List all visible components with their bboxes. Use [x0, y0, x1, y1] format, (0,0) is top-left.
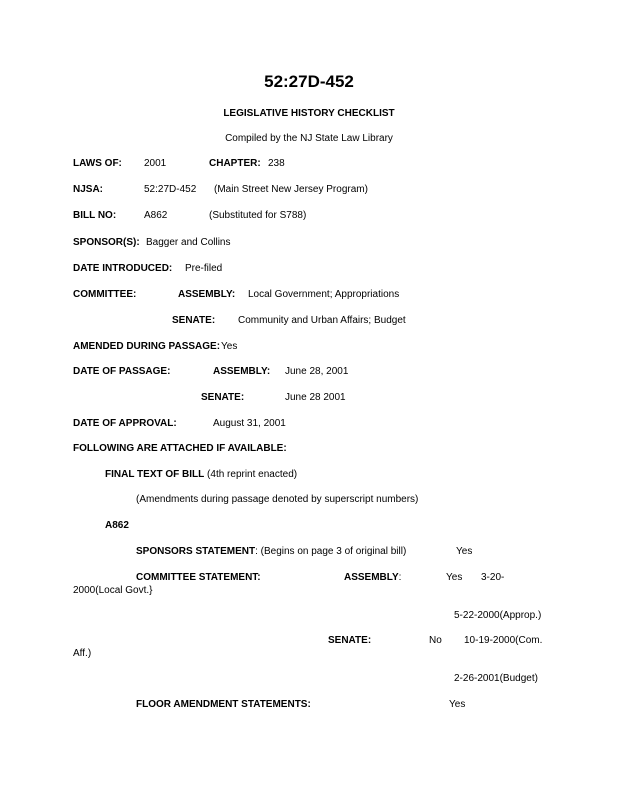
committee-statement-senate-date-b: Aff.): [73, 648, 92, 659]
njsa-value: 52:27D-452: [144, 184, 197, 195]
committee-statement-label: COMMITTEE STATEMENT:: [136, 572, 261, 583]
committee-senate-value: Community and Urban Affairs; Budget: [238, 315, 406, 326]
bill-heading: A862: [105, 520, 129, 531]
final-text-note: (4th reprint enacted): [207, 469, 298, 480]
final-text-label: FINAL TEXT OF BILL: [105, 469, 205, 480]
passage-assembly-label: ASSEMBLY:: [213, 366, 271, 377]
date-of-approval-label: DATE OF APPROVAL:: [73, 418, 177, 429]
date-of-approval-value: August 31, 2001: [213, 418, 286, 429]
document-subtitle: LEGISLATIVE HISTORY CHECKLIST: [223, 108, 395, 119]
date-introduced-label: DATE INTRODUCED:: [73, 263, 173, 274]
bill-no-value: A862: [144, 210, 168, 221]
laws-of-value: 2001: [144, 158, 167, 169]
committee-statement-assembly-date-a: 3-20-: [481, 572, 505, 583]
njsa-note: (Main Street New Jersey Program): [214, 184, 368, 195]
chapter-value: 238: [268, 158, 285, 169]
committee-statement-senate-date-2: 2-26-2001(Budget): [454, 673, 538, 684]
floor-amendment-label: FLOOR AMENDMENT STATEMENTS:: [136, 699, 311, 710]
sponsors-value: Bagger and Collins: [146, 237, 231, 248]
committee-assembly-label: ASSEMBLY:: [178, 289, 236, 300]
final-text-line: [105, 469, 297, 481]
amended-value: Yes: [221, 341, 238, 352]
sponsors-statement-line: [136, 546, 406, 558]
committee-statement-assembly-value: Yes: [446, 572, 463, 583]
laws-of-label: LAWS OF:: [73, 158, 122, 169]
committee-statement-senate-date-a: 10-19-2000(Com.: [464, 635, 543, 646]
date-of-passage-label: DATE OF PASSAGE:: [73, 366, 171, 377]
committee-statement-senate-label: SENATE:: [328, 635, 372, 646]
floor-amendment-value: Yes: [449, 699, 466, 710]
attached-header: FOLLOWING ARE ATTACHED IF AVAILABLE:: [73, 443, 287, 454]
committee-statement-assembly-date-2: 5-22-2000(Approp.): [454, 610, 542, 621]
committee-statement-assembly-date-b: 2000(Local Govt.}: [73, 585, 153, 596]
chapter-label: CHAPTER:: [209, 158, 261, 169]
compiled-by: Compiled by the NJ State Law Library: [225, 133, 393, 144]
committee-assembly-value: Local Government; Appropriations: [248, 289, 400, 300]
sponsors-statement-note: : (Begins on page 3 of original bill): [255, 546, 407, 557]
committee-statement-senate-value: No: [429, 635, 442, 646]
sponsors-statement-value: Yes: [456, 546, 473, 557]
passage-senate-label: SENATE:: [201, 392, 245, 403]
committee-statement-assembly-colon: :: [398, 572, 402, 583]
amended-label: AMENDED DURING PASSAGE:: [73, 341, 221, 352]
bill-no-note: (Substituted for S788): [209, 210, 307, 221]
date-introduced-value: Pre-filed: [185, 263, 223, 274]
document-title: 52:27D-452: [264, 72, 354, 91]
committee-statement-assembly: [344, 572, 401, 584]
committee-statement-assembly-label: ASSEMBLY: [344, 572, 399, 583]
committee-label: COMMITTEE:: [73, 289, 137, 300]
sponsors-label: SPONSOR(S):: [73, 237, 140, 248]
sponsors-statement-label: SPONSORS STATEMENT: [136, 546, 256, 557]
passage-assembly-value: June 28, 2001: [285, 366, 349, 377]
passage-senate-value: June 28 2001: [285, 392, 346, 403]
njsa-label: NJSA:: [73, 184, 104, 195]
committee-senate-label: SENATE:: [172, 315, 216, 326]
bill-no-label: BILL NO:: [73, 210, 117, 221]
amendments-note: (Amendments during passage denoted by superscript numbers): [136, 494, 419, 505]
